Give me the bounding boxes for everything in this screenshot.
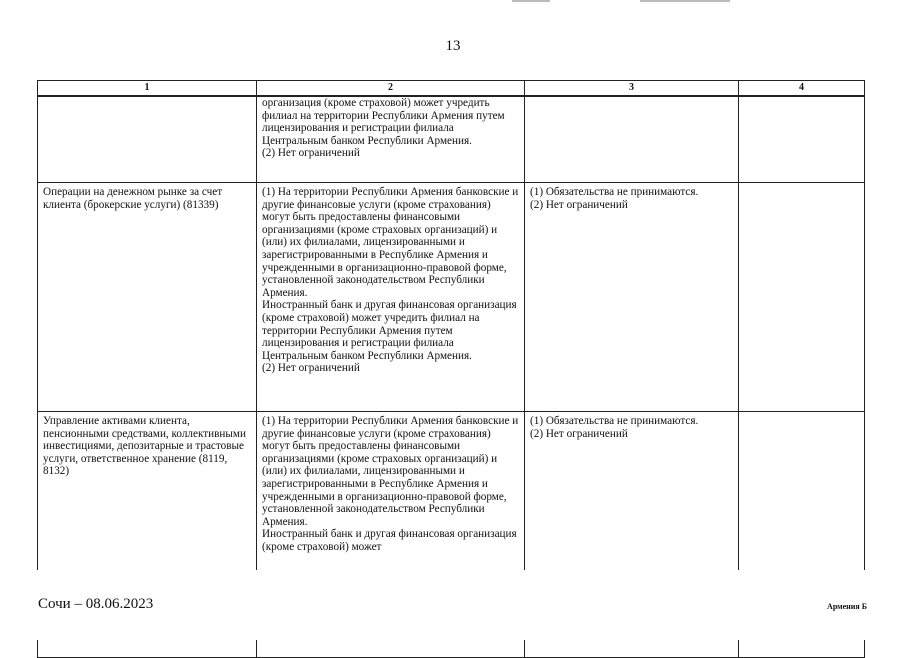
column-header: 2 (257, 81, 525, 97)
cell-paragraph: Иностранный банк и другая финансовая организация (кроме страховой) может (262, 528, 517, 553)
cell-paragraph: (1) На территории Республики Армения банковские и другие финансовые услуги (кроме страхования) могут быть предоставлены финансовыми организациями (кроме страховых организаций) и (или) их филиалами, лицензированными и зарегистрированными в Республике Армения и учрежденными в организационно-правовой форме, установленной законодательством Республики Армения. (262, 415, 519, 528)
table-header-row (38, 81, 865, 97)
scan-artifact-top (512, 0, 550, 2)
table-row (38, 183, 865, 412)
cell-paragraph: (2) Нет ограничений (262, 362, 360, 375)
cell-paragraph: (1) Обязательства не принимаются. (530, 186, 699, 198)
column-header: 3 (525, 81, 739, 97)
market-access-cell (257, 96, 525, 183)
column-header: 1 (38, 81, 257, 97)
additional-commitments-cell (739, 96, 865, 183)
cell-paragraph: (2) Нет ограничений (262, 147, 360, 160)
cell-paragraph: (2) Нет ограничений (530, 198, 628, 211)
sector-cell: Управление активами клиента, пенсионными средствами, коллективными инвестициями, депозитарные и трастовые услуги, ответственное хранение (8119, 8132) (38, 412, 257, 658)
additional-commitments-cell (739, 183, 865, 412)
cell-paragraph: организация (кроме страховой) может учредить филиал на территории Республики Армения путем лицензирования и регистрации филиала Центральным банком Республики Армения. (262, 97, 505, 147)
cell-paragraph: (1) На территории Республики Армения банковские и другие финансовые услуги (кроме страхования) могут быть предоставлены финансовыми организациями (кроме страховых организаций) и (или) их филиалами, лицензированными и зарегистрированными в Республике Армения и учрежденными в организационно-правовой форме, установленной законодательством Республики Армения. (262, 186, 519, 299)
table-row (38, 96, 865, 183)
cell-paragraph: (1) Обязательства не принимаются. (530, 415, 699, 427)
cell-paragraph: (2) Нет ограничений (530, 427, 628, 440)
national-treatment-cell (525, 183, 739, 412)
footer-annex-label: Армения Б (827, 602, 867, 611)
sector-cell: Операции на денежном рынке за счет клиента (брокерские услуги) (81339) (38, 183, 257, 412)
page-number: 13 (445, 38, 461, 54)
national-treatment-cell (525, 96, 739, 183)
footer-place-date: Сочи – 08.06.2023 (38, 596, 154, 612)
market-access-cell (257, 183, 525, 412)
column-header: 4 (739, 81, 865, 97)
scan-artifact-top (640, 0, 730, 2)
sector-cell (38, 96, 257, 183)
cell-paragraph: Иностранный банк и другая финансовая организация (кроме страховой) может учредить филиал на территории Республики Армения путем лицензирования и регистрации филиала Центральным банком Республики Армения. (262, 299, 517, 362)
